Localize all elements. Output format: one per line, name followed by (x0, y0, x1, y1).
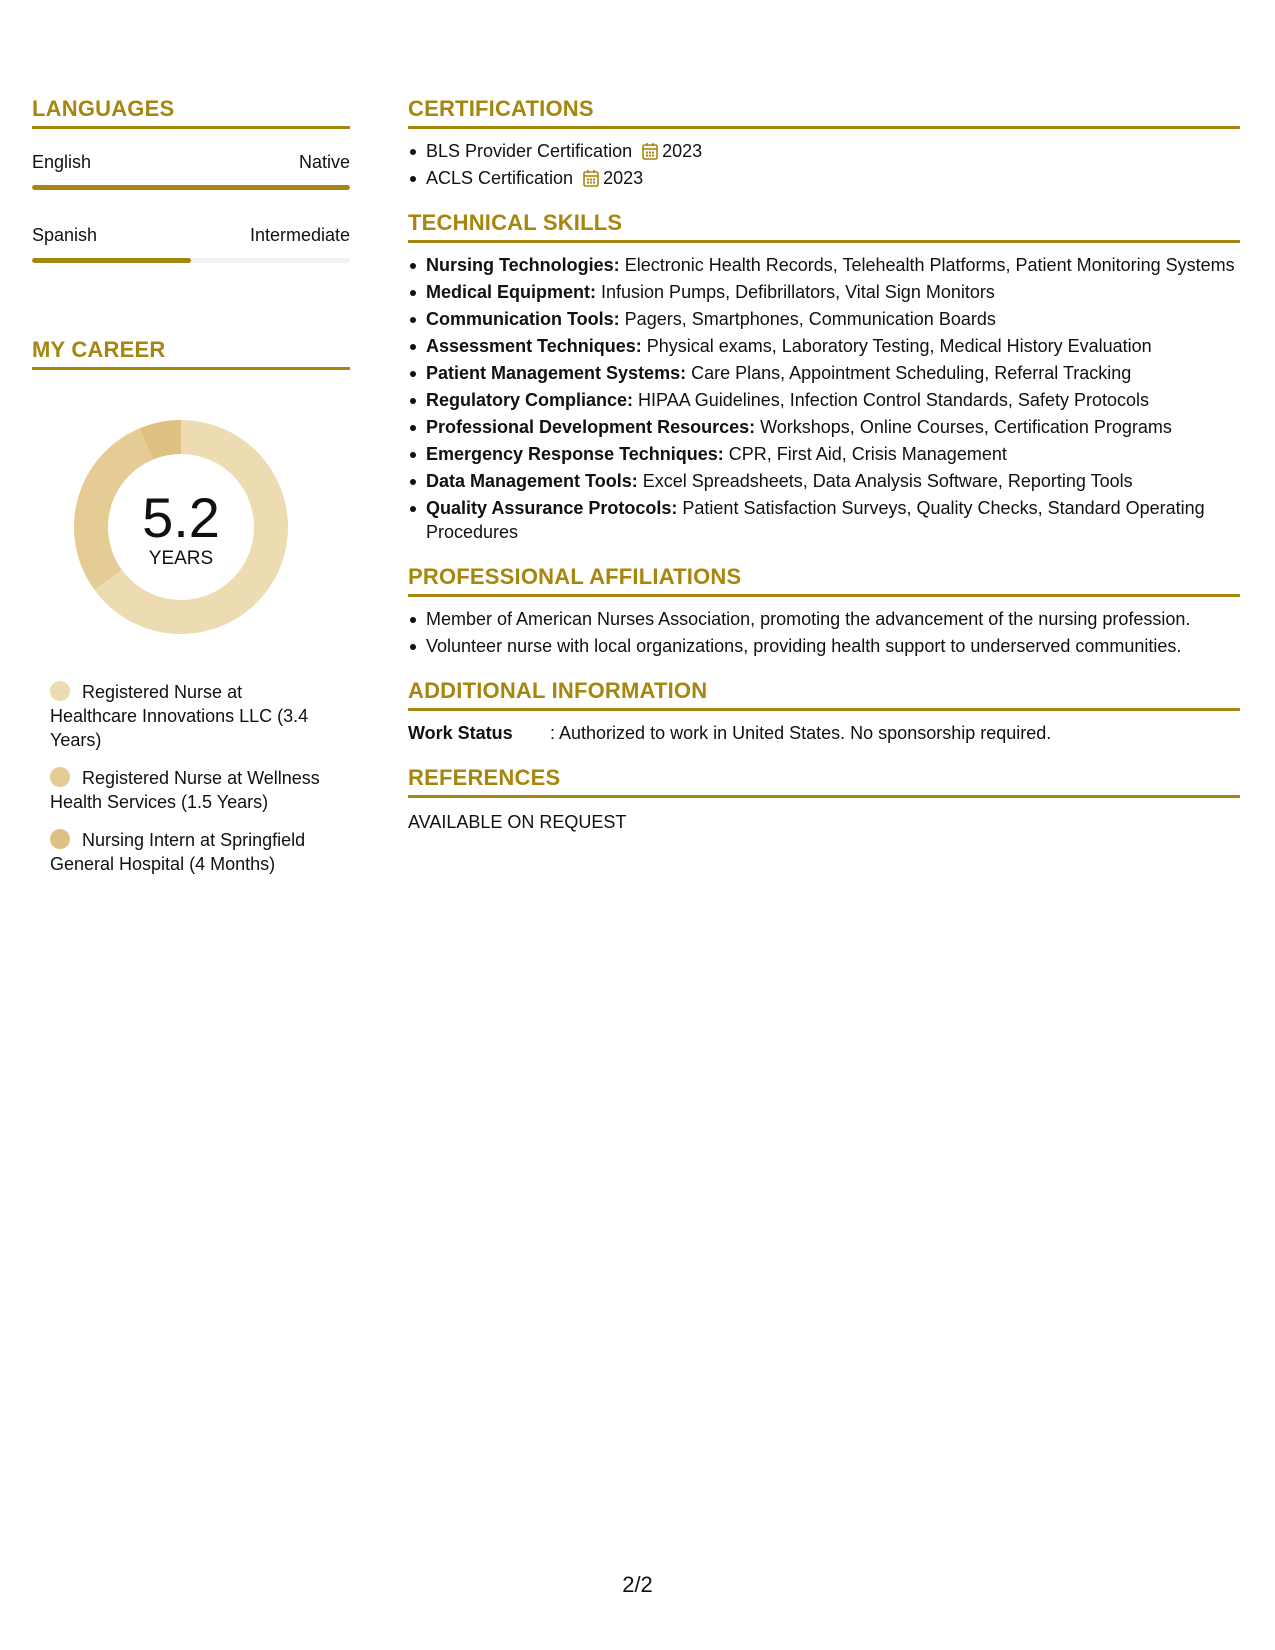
certification-year: 2023 (662, 141, 703, 161)
section-divider (32, 126, 350, 129)
references-title: REFERENCES (408, 765, 561, 790)
language-proficiency-bar (32, 258, 350, 263)
certification-name: ACLS Certification (426, 168, 574, 188)
skill-category: Emergency Response Techniques: (426, 444, 724, 464)
page-number: 2/2 (622, 1572, 653, 1597)
languages-section (32, 96, 350, 263)
languages-title: LANGUAGES (32, 96, 175, 121)
section-divider (408, 795, 1240, 798)
legend-label: Nursing Intern at Springfield General Hospital (4 Months) (50, 830, 306, 874)
affiliations-list (408, 607, 1240, 658)
references-section (408, 765, 1240, 834)
left-column (32, 96, 350, 890)
language-proficiency-fill (32, 185, 350, 190)
list-item: Member of American Nurses Association, promoting the advancement of the nursing profession. (408, 607, 1240, 631)
list-item (408, 166, 1240, 190)
section-divider (408, 594, 1240, 597)
career-legend (32, 680, 350, 876)
affiliations-title: PROFESSIONAL AFFILIATIONS (408, 564, 742, 589)
skill-category: Communication Tools: (426, 309, 620, 329)
section-divider (408, 240, 1240, 243)
language-level: Native (298, 152, 350, 172)
language-level: Intermediate (249, 225, 350, 245)
career-total-years: 5.2 (142, 486, 220, 549)
work-status-row (408, 721, 1240, 745)
legend-item (50, 680, 330, 752)
legend-item (50, 766, 330, 814)
language-item-spanish (32, 224, 350, 246)
list-item (408, 139, 1240, 163)
right-column (408, 96, 1240, 834)
calendar-icon (583, 169, 599, 187)
technical-skills-title: TECHNICAL SKILLS (408, 210, 623, 235)
list-item (408, 388, 1240, 412)
list-item (408, 469, 1240, 493)
legend-dot (50, 767, 70, 787)
certifications-title: CERTIFICATIONS (408, 96, 594, 121)
skill-detail: HIPAA Guidelines, Infection Control Standards, Safety Protocols (633, 390, 1149, 410)
skill-detail: Care Plans, Appointment Scheduling, Referral Tracking (686, 363, 1132, 383)
skill-category: Regulatory Compliance: (426, 390, 634, 410)
legend-dot (50, 681, 70, 701)
list-item (408, 361, 1240, 385)
skill-category: Professional Development Resources: (426, 417, 756, 437)
career-title: MY CAREER (32, 337, 166, 362)
list-item (408, 415, 1240, 439)
additional-info-title: ADDITIONAL INFORMATION (408, 678, 708, 703)
language-name: Spanish (32, 225, 98, 245)
skill-detail: Patient Satisfaction Surveys, Quality Checks, Standard Operating Procedures (426, 498, 1205, 542)
skill-detail: Excel Spreadsheets, Data Analysis Software, Reporting Tools (637, 471, 1133, 491)
skill-detail: CPR, First Aid, Crisis Management (723, 444, 1007, 464)
skill-category: Data Management Tools: (426, 471, 638, 491)
language-item-english (32, 151, 350, 173)
legend-label: Registered Nurse at Wellness Health Services (1.5 Years) (50, 768, 320, 812)
skill-category: Nursing Technologies: (426, 255, 620, 275)
affiliations-section (408, 564, 1240, 658)
career-section (32, 337, 350, 876)
skill-detail: Workshops, Online Courses, Certification Programs (755, 417, 1172, 437)
language-proficiency-bar (32, 185, 350, 190)
list-item (408, 496, 1240, 544)
legend-dot (50, 829, 70, 849)
work-status-label: Work Status (408, 723, 513, 743)
certification-name: BLS Provider Certification (426, 141, 633, 161)
list-item (408, 253, 1240, 277)
legend-label: Registered Nurse at Healthcare Innovations LLC (3.4 Years) (50, 682, 309, 750)
skill-detail: Electronic Health Records, Telehealth Platforms, Patient Monitoring Systems (619, 255, 1235, 275)
section-divider (408, 708, 1240, 711)
technical-skills-list (408, 253, 1240, 544)
technical-skills-section (408, 210, 1240, 544)
skill-category: Quality Assurance Protocols: (426, 498, 678, 518)
skill-category: Medical Equipment: (426, 282, 597, 302)
work-status-value: : Authorized to work in United States. No sponsorship required. (550, 723, 1052, 743)
skill-detail: Infusion Pumps, Defibrillators, Vital Sign Monitors (596, 282, 995, 302)
skill-detail: Physical exams, Laboratory Testing, Medical History Evaluation (641, 336, 1152, 356)
skill-detail: Pagers, Smartphones, Communication Boards (619, 309, 996, 329)
list-item (408, 307, 1240, 331)
references-text: AVAILABLE ON REQUEST (408, 812, 627, 832)
calendar-icon (642, 142, 658, 160)
certifications-section (408, 96, 1240, 190)
section-divider (408, 126, 1240, 129)
career-total-unit: YEARS (148, 548, 214, 569)
skill-category: Patient Management Systems: (426, 363, 687, 383)
certification-year: 2023 (603, 168, 644, 188)
list-item (408, 334, 1240, 358)
language-name: English (32, 152, 92, 172)
section-divider (32, 367, 350, 370)
career-donut-chart (66, 412, 296, 642)
certifications-list (408, 139, 1240, 190)
donut-center (66, 412, 296, 642)
list-item (408, 280, 1240, 304)
list-item: Volunteer nurse with local organizations, providing health support to underserved communities. (408, 634, 1240, 658)
list-item (408, 442, 1240, 466)
additional-info-section (408, 678, 1240, 745)
language-proficiency-fill (32, 258, 191, 263)
skill-category: Assessment Techniques: (426, 336, 642, 356)
legend-item (50, 828, 330, 876)
